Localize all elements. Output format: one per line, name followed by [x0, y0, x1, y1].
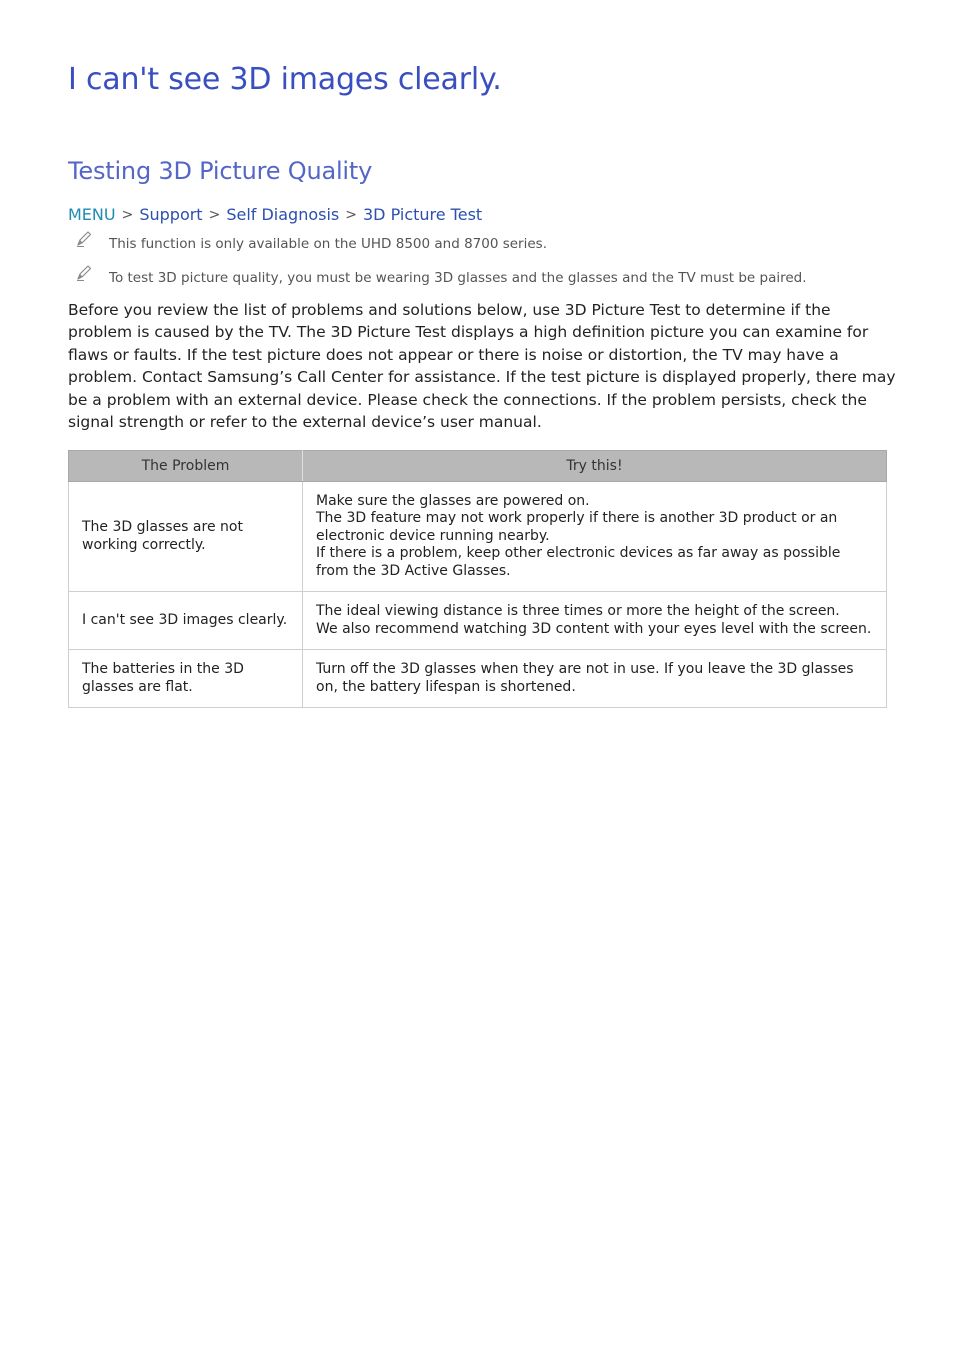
breadcrumb-menu[interactable]: MENU: [68, 205, 116, 224]
page-title: I can't see 3D images clearly.: [68, 62, 502, 97]
problem-cell: I can't see 3D images clearly.: [69, 592, 303, 650]
solution-cell: [303, 650, 887, 708]
solution-line: Turn off the 3D glasses when they are not in use. If you leave the 3D glasses on, the battery lifespan is shortened.: [316, 660, 854, 695]
chevron-right-icon: >: [121, 206, 134, 223]
table-row: [69, 650, 887, 708]
intro-paragraph: Before you review the list of problems and solutions below, use 3D Picture Test to determine if the problem is caused by the TV. The 3D Picture Test displays a high definition picture you can examine for flaws or faults. If the test picture does not appear or there is noise or distortion, the TV may have a problem. Contact Samsung’s Call Center for assistance. If the test picture is displayed properly, there may be a problem with an external device. Please check the connections. If the problem persists, check the signal strength or refer to the external device’s user manual.: [68, 301, 896, 432]
chevron-right-icon: >: [345, 206, 357, 223]
column-header-problem: The Problem: [69, 451, 303, 482]
note: [74, 236, 547, 254]
pencil-icon: [74, 230, 94, 248]
solution-cell: [303, 592, 887, 650]
solution-line: The ideal viewing distance is three times or more the height of the screen.: [316, 602, 840, 619]
column-header-solution: Try this!: [303, 451, 887, 482]
problem-cell: The batteries in the 3D glasses are flat.: [69, 650, 303, 708]
solution-line: If there is a problem, keep other electronic devices as far away as possible from the 3D Active Glasses.: [316, 545, 841, 579]
chevron-right-icon: >: [208, 206, 221, 223]
solution-line: The 3D feature may not work properly if there is another 3D product or an electronic device running nearby.: [316, 510, 838, 544]
section-title: Testing 3D Picture Quality: [68, 157, 373, 185]
note-text: This function is only available on the UHD 8500 and 8700 series.: [109, 236, 547, 252]
solution-line: We also recommend watching 3D content with your eyes level with the screen.: [316, 620, 872, 637]
problem-cell: The 3D glasses are not working correctly.: [69, 482, 303, 592]
table-header-row: [69, 451, 887, 482]
breadcrumb-support[interactable]: Support: [139, 205, 203, 224]
table-row: [69, 592, 887, 650]
breadcrumb-self-diagnosis[interactable]: Self Diagnosis: [226, 205, 340, 224]
troubleshooting-table: [68, 450, 887, 708]
breadcrumb-3d-picture-test[interactable]: 3D Picture Test: [362, 205, 483, 224]
solution-cell: [303, 482, 887, 592]
breadcrumb: [68, 205, 482, 224]
note: [74, 270, 807, 288]
note-text: To test 3D picture quality, you must be wearing 3D glasses and the glasses and the TV must be paired.: [109, 270, 807, 286]
table-row: [69, 482, 887, 592]
solution-line: Make sure the glasses are powered on.: [316, 492, 590, 509]
pencil-icon: [74, 264, 94, 282]
